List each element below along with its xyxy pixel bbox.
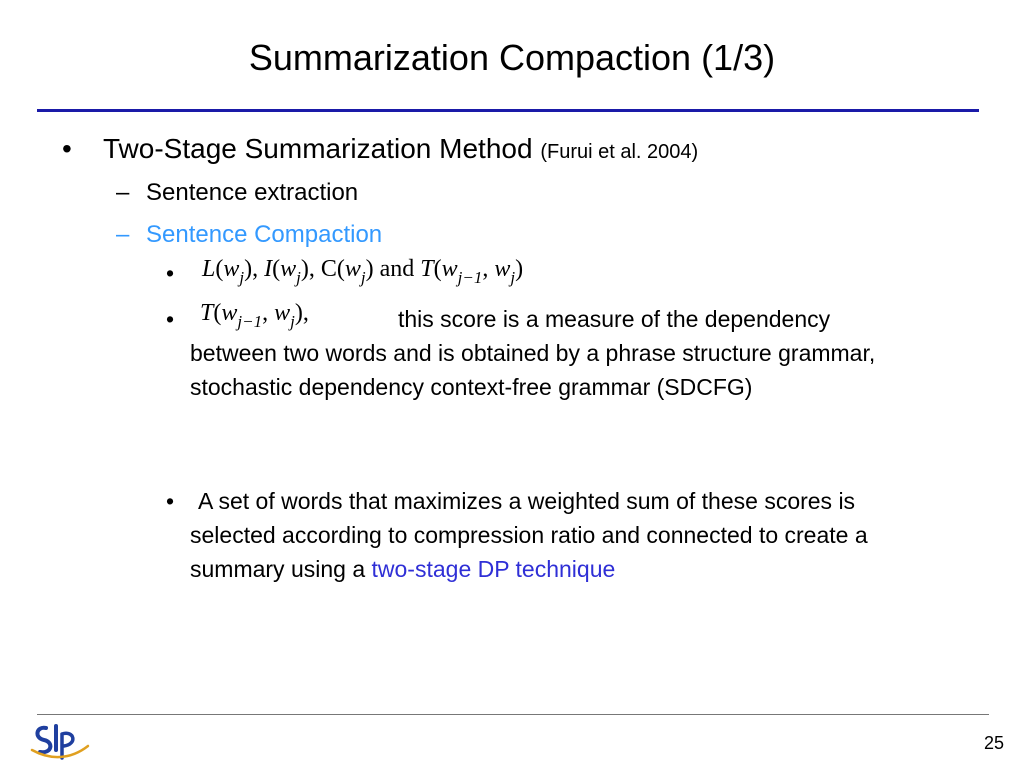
- weighted-sum-text: A set of words that maximizes a weighted sum of these scores is selected according to compression ratio and connected to create a summary using a two-stage DP technique: [190, 488, 868, 582]
- bullet-marker: •: [166, 260, 175, 286]
- dependency-text-rest: between two words and is obtained by a phrase structure grammar, stochastic dependency context-free grammar (SDCFG): [190, 340, 876, 400]
- citation: (Furui et al. 2004): [540, 141, 699, 163]
- page-number: 25: [983, 733, 1004, 753]
- footer-divider: [37, 714, 989, 715]
- dash-marker: –: [116, 221, 130, 248]
- bullet-two-stage-method: [103, 132, 698, 169]
- dash-marker: –: [116, 179, 130, 206]
- two-stage-dp-link: two-stage DP technique: [371, 556, 616, 582]
- bullet-marker: •: [62, 133, 72, 164]
- bullet-text: Two-Stage Summarization Method: [103, 133, 533, 164]
- slp-logo: [30, 720, 90, 764]
- title-divider: [37, 109, 979, 112]
- sentence-compaction: Sentence Compaction: [146, 221, 383, 248]
- bullet-marker: •: [166, 488, 175, 514]
- score-formula: $L(w_j)$, $I(w_j)$, $C(w_j)$ and $T(w_{j-1}$, $w_j$): [202, 256, 524, 287]
- dependency-text-line1: this score is a measure of the dependency: [398, 306, 831, 332]
- sentence-extraction: Sentence extraction: [146, 179, 359, 206]
- transition-formula: $T(w_{j-1}$, $w_j$),: [200, 300, 309, 331]
- bullet-marker: •: [166, 306, 175, 332]
- slide-title: Summarization Compaction (1/3): [248, 37, 776, 78]
